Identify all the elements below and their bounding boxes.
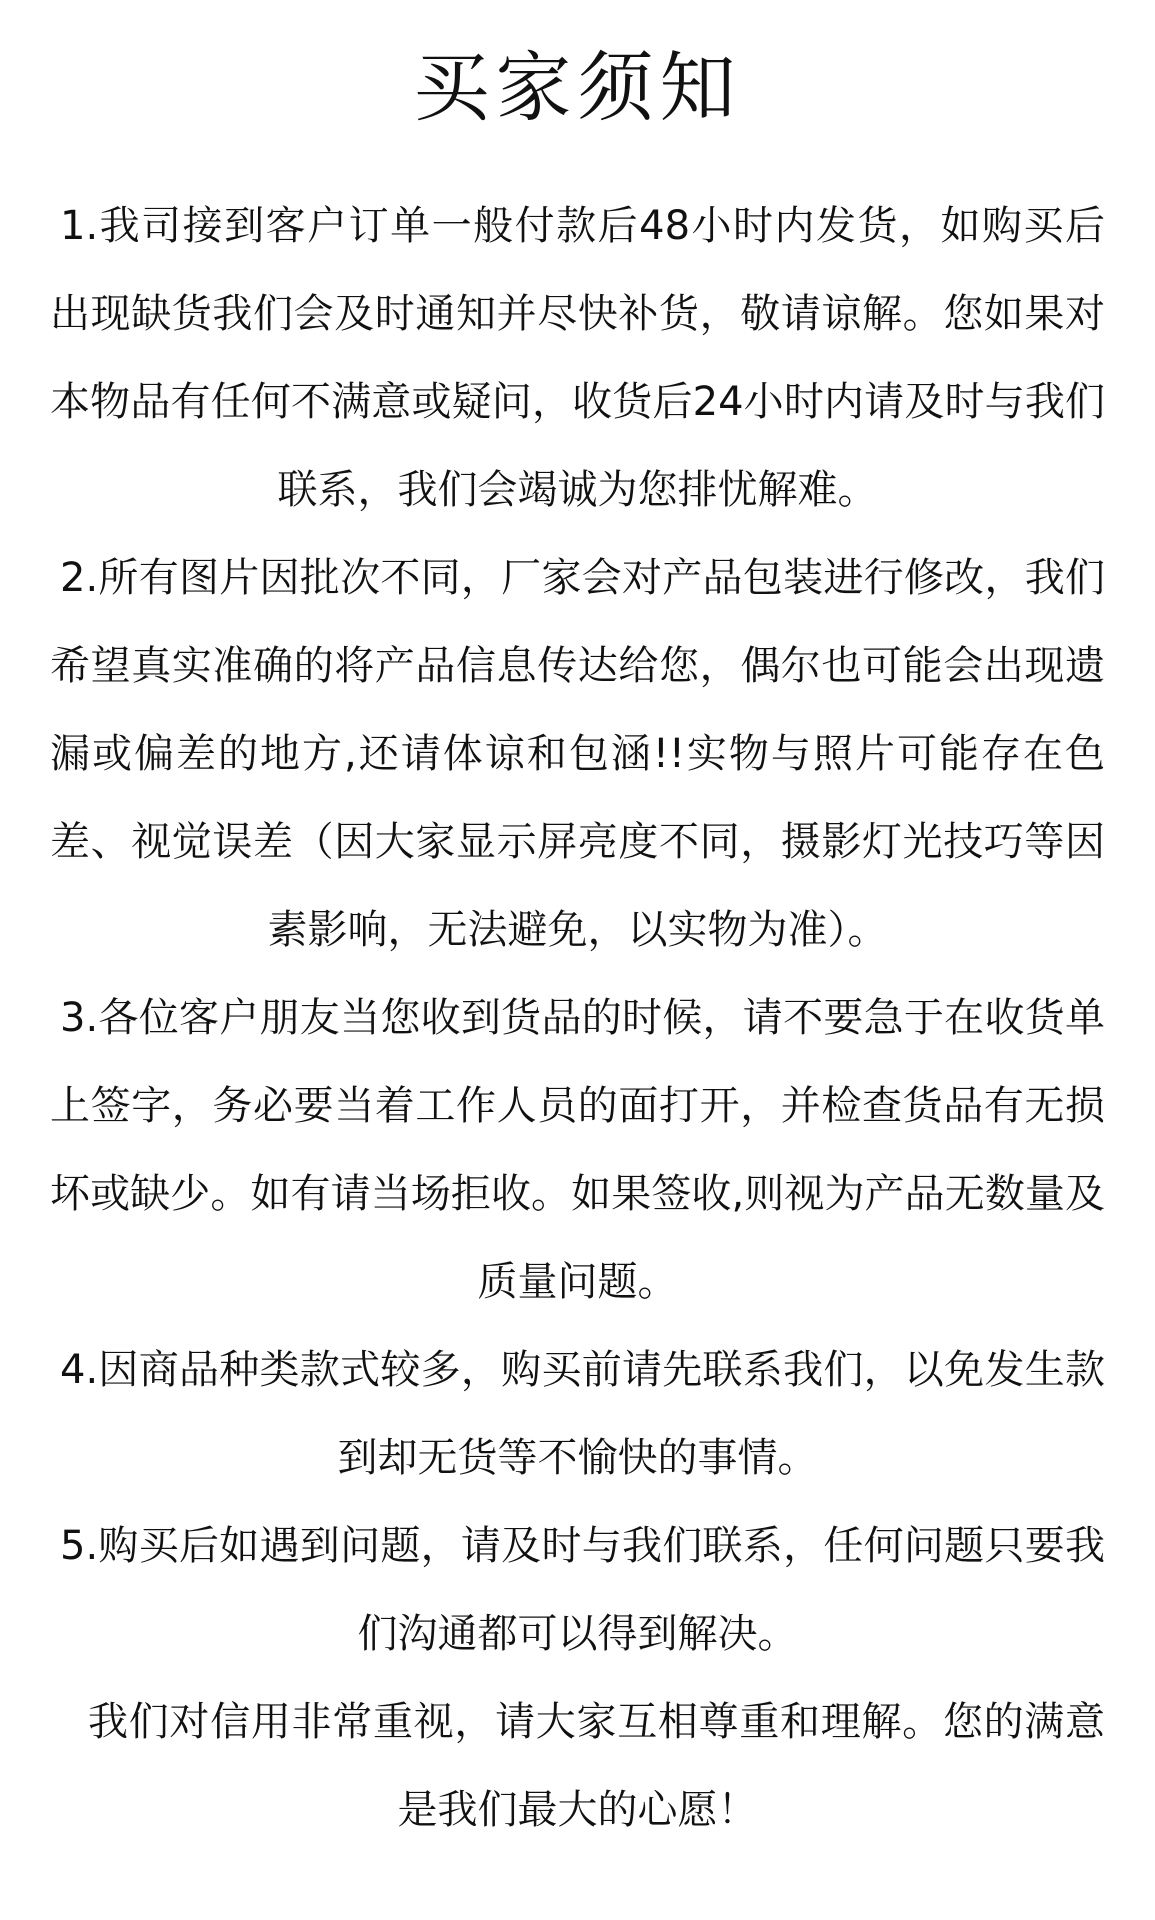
notice-item-1: 1.我司接到客户订单一般付款后48小时内发货，如购买后出现缺货我们会及时通知并尽快补货，敬请谅解。您如果对本物品有任何不满意或疑问，收货后24小时内请及时与我们联系，我们会竭诚为您排忧解难。 [50, 203, 1105, 513]
closing-statement: 我们对信用非常重视，请大家互相尊重和理解。您的满意是我们最大的心愿！ [88, 1699, 1105, 1833]
notice-item-2: 2.所有图片因批次不同，厂家会对产品包装进行修改，我们希望真实准确的将产品信息传达给您，偶尔也可能会出现遗漏或偏差的地方,还请体谅和包涵!!实物与照片可能存在色差、视觉误差（因大家显示屏亮度不同，摄影灯光技巧等因素影响，无法避免，以实物为准）。 [50, 555, 1105, 953]
page-title: 买家须知 [413, 43, 742, 132]
notice-item-4: 4.因商品种类款式较多，购买前请先联系我们，以免发生款到却无货等不愉快的事情。 [60, 1347, 1105, 1481]
notice-item-5: 5.购买后如遇到问题，请及时与我们联系，任何问题只要我们沟通都可以得到解决。 [60, 1523, 1105, 1657]
notice-item-3: 3.各位客户朋友当您收到货品的时候，请不要急于在收货单上签字，务必要当着工作人员的面打开，并检查货品有无损坏或缺少。如有请当场拒收。如果签收,则视为产品无数量及质量问题。 [50, 995, 1105, 1305]
